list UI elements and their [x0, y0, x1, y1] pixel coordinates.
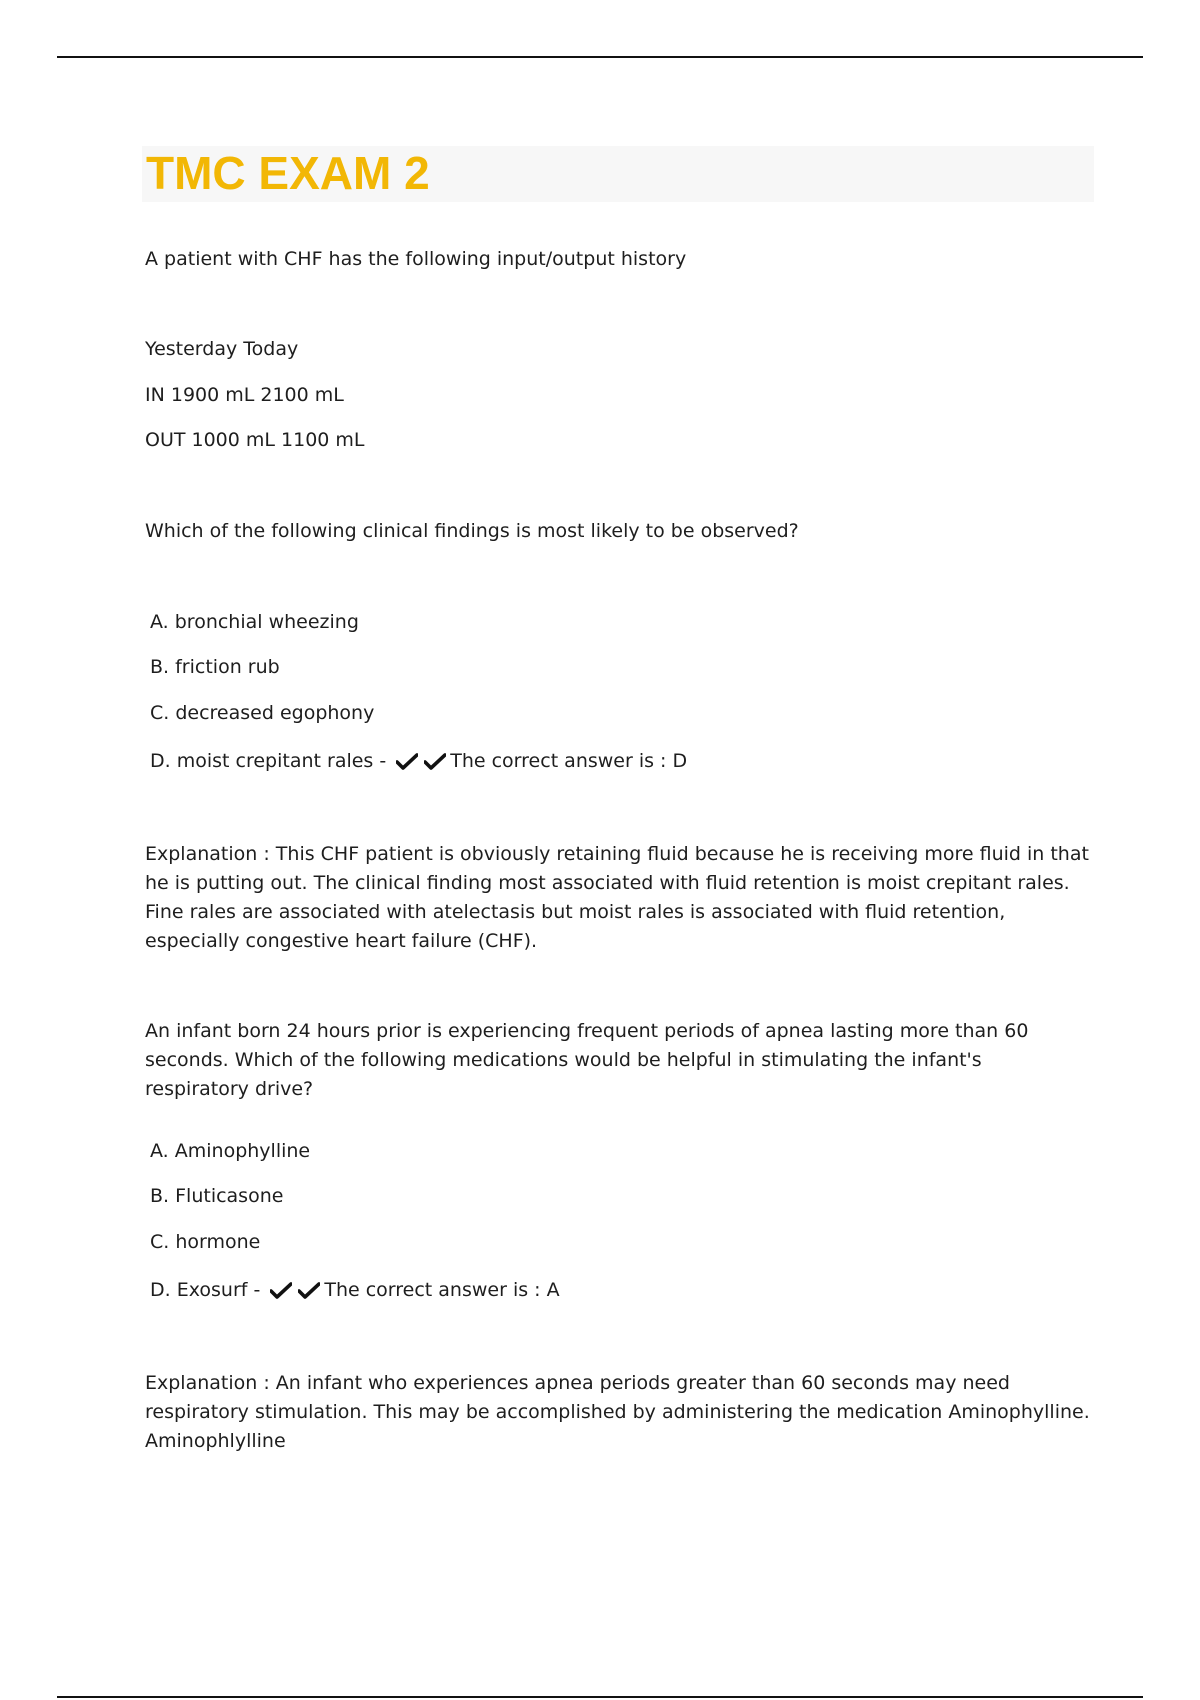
check-icon	[396, 753, 418, 771]
q1-table-header: Yesterday Today	[145, 338, 299, 360]
q2-option-b: B. Fluticasone	[150, 1185, 284, 1207]
q2-stem: An infant born 24 hours prior is experiencing frequent periods of apnea lasting more than 60 seconds. Which of the following medications would be helpful in stimulating the infant's respiratory drive?	[145, 1020, 1029, 1100]
check-icon	[298, 1282, 320, 1300]
q1-option-a: A. bronchial wheezing	[150, 611, 359, 633]
q1-prompt: Which of the following clinical findings is most likely to be observed?	[145, 520, 799, 542]
q2-correct-answer: The correct answer is : A	[324, 1279, 560, 1301]
q2-option-c: C. hormone	[150, 1231, 261, 1253]
check-icon	[270, 1282, 292, 1300]
q2-option-d: D. Exosurf -	[150, 1279, 261, 1301]
q2-option-d-row	[150, 1276, 560, 1305]
q1-table-row-in: IN 1900 mL 2100 mL	[145, 384, 344, 406]
q1-correct-answer: The correct answer is : D	[450, 750, 688, 772]
q1-option-b: B. friction rub	[150, 656, 280, 678]
footer-rule	[57, 1696, 1143, 1698]
check-icon	[424, 753, 446, 771]
q2-option-a: A. Aminophylline	[150, 1140, 311, 1162]
q2-explanation: Explanation : An infant who experiences apnea periods greater than 60 seconds may need respiratory stimulation. This may be accomplished by administering the medication Aminophylline. Aminophlylline	[145, 1372, 1090, 1452]
q1-stem: A patient with CHF has the following input/output history	[145, 248, 687, 270]
q1-explanation: Explanation : This CHF patient is obviously retaining fluid because he is receiving more fluid in that he is putting out. The clinical finding most associated with fluid retention is moist crepitant rales. Fine rales are associated with atelectasis but moist rales is associated with fluid retention, especially congestive heart failure (CHF).	[145, 843, 1089, 952]
q1-option-c: C. decreased egophony	[150, 702, 375, 724]
header-rule	[57, 56, 1143, 58]
q1-table-row-out: OUT 1000 mL 1100 mL	[145, 429, 365, 451]
q1-option-d: D. moist crepitant rales -	[150, 750, 387, 772]
q1-option-d-row	[150, 747, 687, 776]
page-title: TMC EXAM 2	[146, 147, 430, 199]
